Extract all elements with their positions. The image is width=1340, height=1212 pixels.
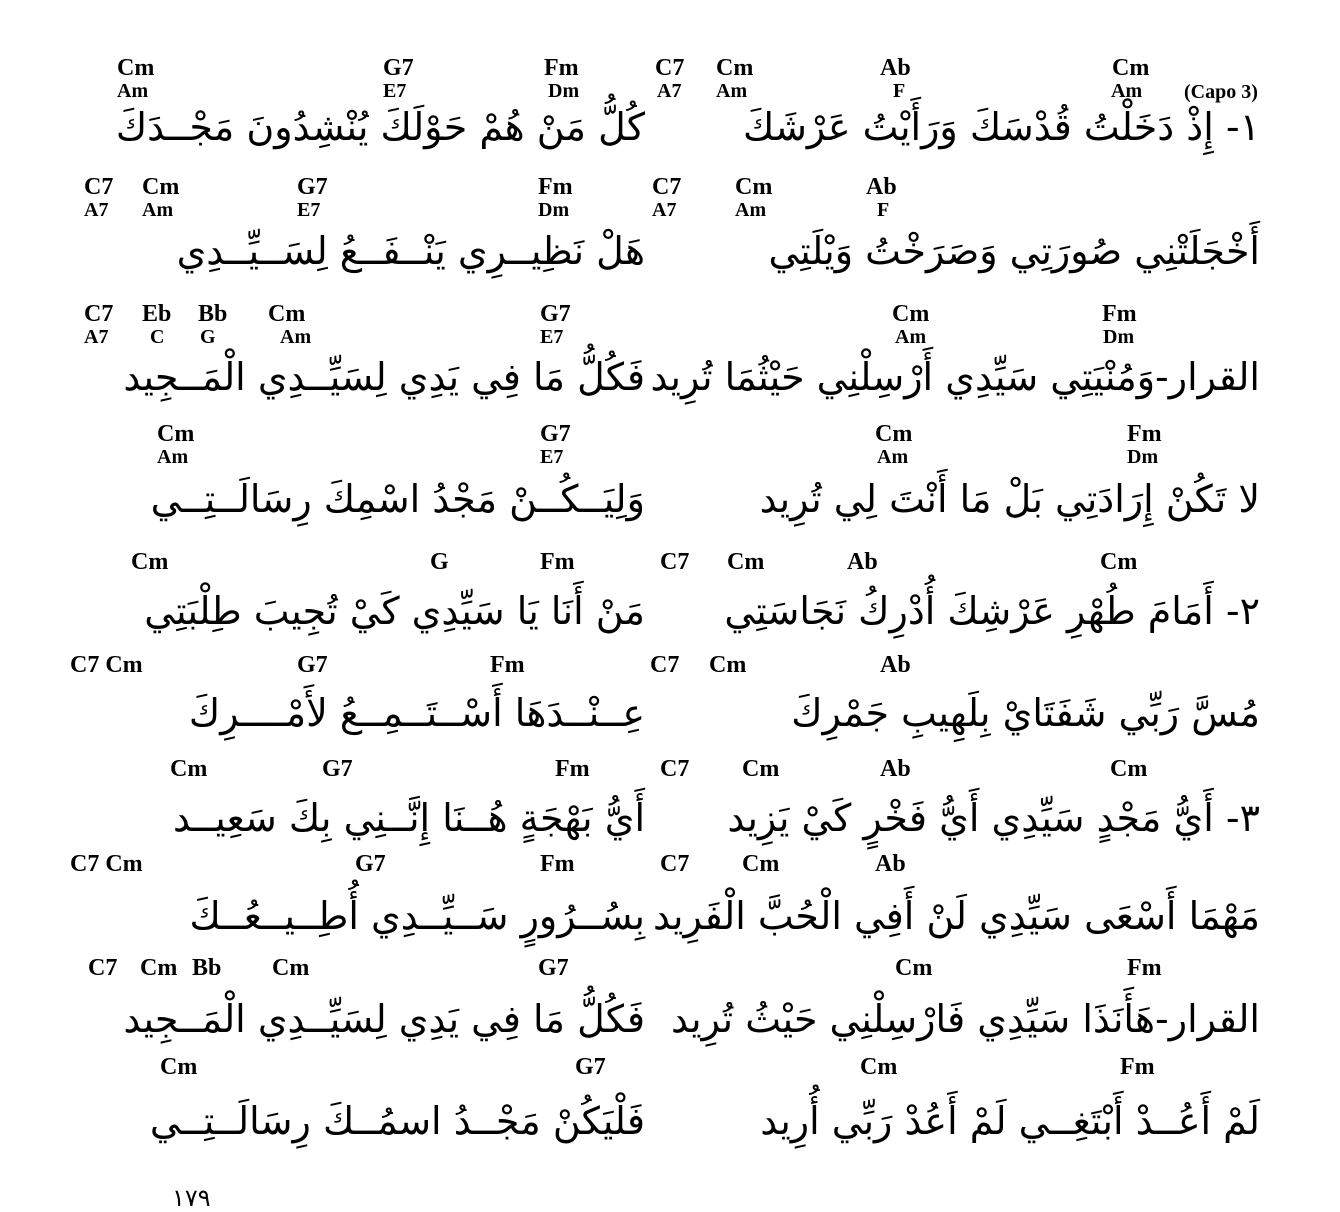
chord: G7 (297, 652, 328, 678)
chord: C7 (652, 174, 682, 200)
lyric-line: لَمْ أَعُــدْ أَبْتَغِــي لَمْ أَعُدْ رَبِّي أُرِيد (760, 1099, 1260, 1143)
lyric-line: أَخْجَلَتْنِي صُورَتِي وَصَرَخْتُ وَيْلَتِي (768, 229, 1260, 273)
chord-alt: Am (157, 446, 189, 468)
lyric-line: فَلْيَكُنْ مَجْــدُ اسمُــكَ رِسَالَــتِــي (149, 1099, 645, 1143)
chord: C7 Cm (70, 851, 143, 877)
chord: C7 (660, 756, 690, 782)
lyric-line: وَلِيَــكُــنْ مَجْدُ اسْمِكَ رِسَالَــتِــي (150, 477, 645, 521)
chord-alt: E7 (297, 199, 321, 221)
chord: Ab (880, 55, 911, 81)
chord: Cm (895, 955, 933, 981)
chord: Fm (540, 851, 575, 877)
lyric-line: مَهْمَا أَسْعَى سَيِّدِي لَنْ أَفِي الْحُبَّ الْفَرِيد (652, 894, 1260, 938)
chord: Fm (540, 549, 575, 575)
chord-alt: Am (716, 80, 748, 102)
chord: C7 Cm (70, 652, 143, 678)
chord: Ab (875, 851, 906, 877)
chord: Cm (140, 955, 178, 981)
lyric-line: القرار-وَمُنْيَتِي سَيِّدِي أَرْسِلْنِي حَيْثُمَا تُرِيد (650, 355, 1260, 399)
chord: Cm (170, 756, 208, 782)
lyric-line: كُلُّ مَنْ هُمْ حَوْلَكَ يُنْشِدُونَ مَجْــدَكَ (115, 105, 645, 149)
chord-alt: Am (142, 199, 174, 221)
chord: Cm (160, 1054, 198, 1080)
chord: Cm (892, 301, 930, 327)
lyric-line: ١- إِذْ دَخَلْتُ قُدْسَكَ وَرَأَيْتُ عَرْشَكَ (743, 105, 1260, 149)
chord: Bb (198, 301, 228, 327)
lyric-line: مَنْ أَنَا يَا سَيِّدِي كَيْ تُجِيبَ طِلْبَتِي (144, 589, 645, 633)
chord: Fm (1127, 421, 1162, 447)
chord-alt: Am (895, 326, 927, 348)
chord: Fm (1102, 301, 1137, 327)
chord: Cm (742, 851, 780, 877)
chord-alt: Am (280, 326, 312, 348)
chord: Cm (157, 421, 195, 447)
chord-alt: A7 (84, 326, 109, 348)
chord-alt: Dm (548, 80, 580, 102)
chord-alt: Dm (538, 199, 570, 221)
chord: G7 (538, 955, 569, 981)
chord: G (430, 549, 449, 575)
chord-alt: A7 (84, 199, 109, 221)
chord-alt: Dm (1103, 326, 1135, 348)
chord-alt: E7 (383, 80, 407, 102)
chord-alt: C (150, 326, 165, 348)
lyric-line: ٢- أَمَامَ طُهْرِ عَرْشِكَ أُدْرِكُ نَجَاسَتِي (724, 589, 1260, 633)
chord: Fm (538, 174, 573, 200)
lyric-line: فَكُلُّ مَا فِي يَدِي لِسَيِّــدِي الْمَــجِيد (123, 997, 645, 1041)
chord: Cm (117, 55, 155, 81)
lyric-line: مُسَّ رَبِّي شَفَتَايْ بِلَهِيبِ جَمْرِكَ (791, 691, 1260, 735)
chord: C7 (655, 55, 685, 81)
lyric-line: لا تَكُنْ إِرَادَتِي بَلْ مَا أَنْتَ لِي تُرِيد (759, 477, 1260, 521)
chord: Fm (555, 756, 590, 782)
chord-alt: A7 (652, 199, 677, 221)
chord: Cm (1112, 55, 1150, 81)
chord: Fm (1120, 1054, 1155, 1080)
chord: Eb (142, 301, 172, 327)
chord: Fm (490, 652, 525, 678)
chord: Ab (880, 652, 911, 678)
chord: Ab (880, 756, 911, 782)
chord: Cm (742, 756, 780, 782)
chord: Ab (866, 174, 897, 200)
chord: G7 (540, 421, 571, 447)
chord: Cm (709, 652, 747, 678)
chord: Cm (272, 955, 310, 981)
capo-note: (Capo 3) (1184, 81, 1258, 103)
chord: C7 (660, 851, 690, 877)
chord: Cm (735, 174, 773, 200)
chord: Fm (1127, 955, 1162, 981)
chord: C7 (88, 955, 118, 981)
page-number: ١٧٩ (172, 1184, 211, 1212)
chord: C7 (84, 174, 114, 200)
lyric-line: ٣- أَيُّ مَجْدٍ سَيِّدِي أَيُّ فَخْرٍ كَيْ يَزِيد (727, 796, 1260, 840)
chord: Fm (544, 55, 579, 81)
chord: C7 (84, 301, 114, 327)
chord: Cm (1110, 756, 1148, 782)
chord: Cm (875, 421, 913, 447)
chord: Cm (268, 301, 306, 327)
chord: G7 (297, 174, 328, 200)
chord: G7 (540, 301, 571, 327)
chord-alt: E7 (540, 446, 564, 468)
chord: Ab (847, 549, 878, 575)
chord-alt: Dm (1127, 446, 1159, 468)
chord: G7 (383, 55, 414, 81)
chord-alt: A7 (657, 80, 682, 102)
chord-alt: Am (117, 80, 149, 102)
lyric-line: بِسُــرُورٍ سَــيِّــدِي أُطِــيــعُــكَ (189, 894, 645, 938)
chord: Cm (727, 549, 765, 575)
chord: Cm (142, 174, 180, 200)
chord-alt: F (893, 80, 906, 102)
chord: G7 (575, 1054, 606, 1080)
chord: C7 (660, 549, 690, 575)
chord-alt: Am (1111, 80, 1143, 102)
chord: Cm (860, 1054, 898, 1080)
chord-alt: G (200, 326, 216, 348)
lyric-line: القرار-هَأَنَذَا سَيِّدِي فَارْسِلْنِي حَيْثُ تُرِيد (671, 997, 1260, 1041)
chord-alt: Am (735, 199, 767, 221)
chord: G7 (322, 756, 353, 782)
chord: C7 (650, 652, 680, 678)
lyric-line: فَكُلُّ مَا فِي يَدِي لِسَيِّــدِي الْمَــجِيد (123, 355, 645, 399)
chord: G7 (355, 851, 386, 877)
chord-alt: F (877, 199, 890, 221)
chord: Cm (131, 549, 169, 575)
chord: Cm (1100, 549, 1138, 575)
lyric-line: هَلْ نَظِيــرِي يَنْــفَــعُ لِسَــيِّــدِي (176, 229, 645, 273)
lyric-line: أَيُّ بَهْجَةٍ هُــنَا إِنَّــنِي بِكَ سَعِيــد (172, 796, 645, 840)
lyric-line: عِــنْــدَهَا أَسْــتَــمِــعُ لأَمْــــرِكَ (188, 691, 645, 735)
chord: Bb (192, 955, 222, 981)
chord-alt: Am (877, 446, 909, 468)
chord: Cm (716, 55, 754, 81)
chord-alt: E7 (540, 326, 564, 348)
